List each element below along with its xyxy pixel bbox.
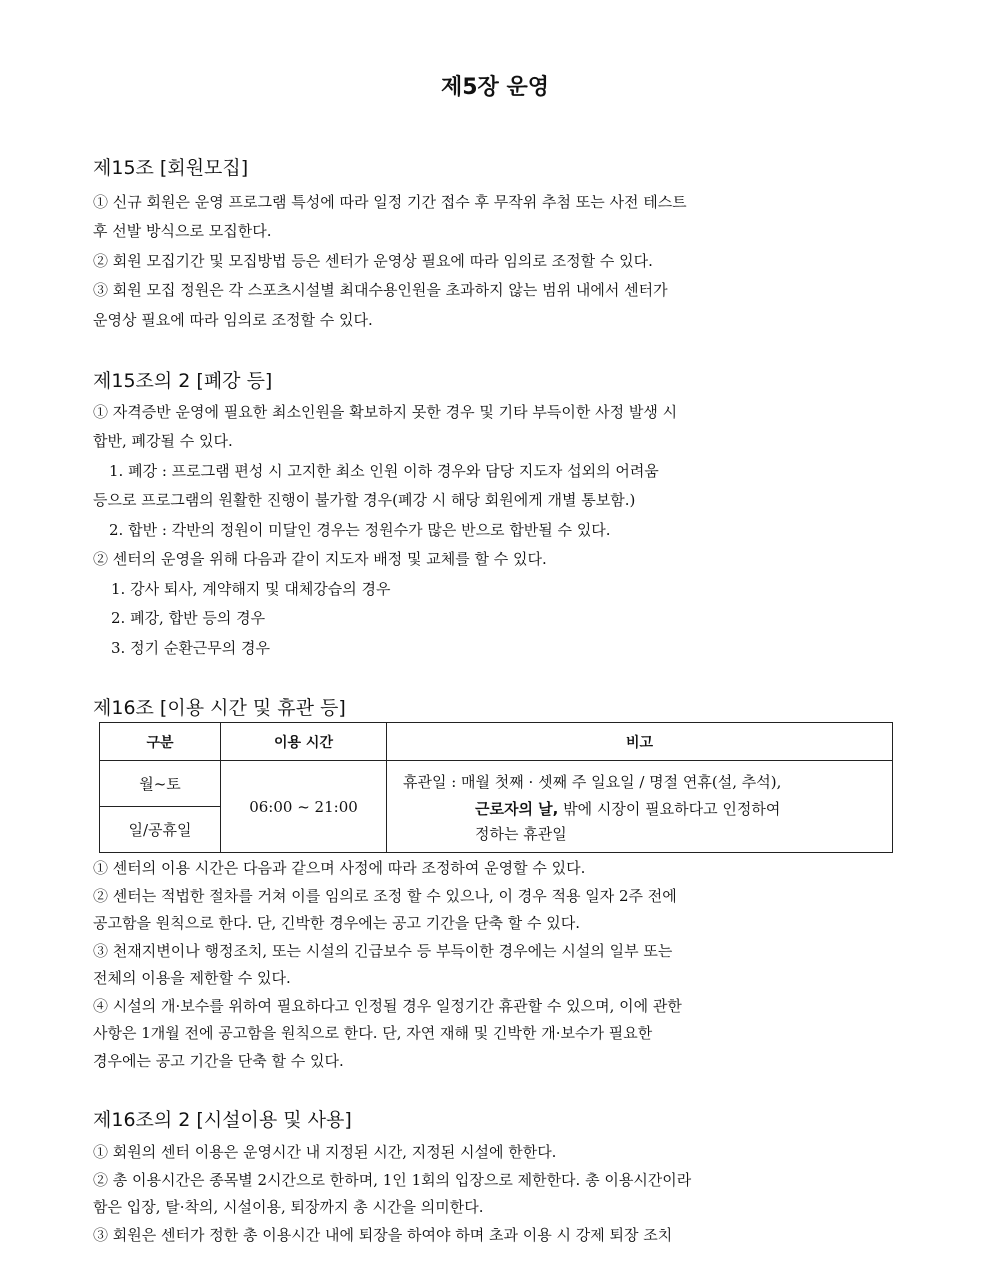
article-15-line: ③ 회원 모집 정원은 각 스포츠시설별 최대수용인원을 초과하지 않는 범위 내에서 센터가 bbox=[93, 281, 668, 299]
article-16-line: 공고함을 원칙으로 한다. 단, 긴박한 경우에는 공고 기간을 단축 할 수 있다. bbox=[93, 914, 580, 932]
article-15-2-line: ② 센터의 운영을 위해 다음과 같이 지도자 배정 및 교체를 할 수 있다. bbox=[93, 550, 547, 568]
table-row bbox=[100, 761, 893, 807]
article-15-2-line: 2. 합반 : 각반의 정원이 미달인 경우는 정원수가 많은 반으로 합반될 수 있다. bbox=[109, 521, 611, 539]
article-15-2-line: 1. 강사 퇴사, 계약해지 및 대체강습의 경우 bbox=[111, 580, 391, 598]
article-16-2-line: ② 총 이용시간은 종목별 2시간으로 한하며, 1인 1회의 입장으로 제한한다. 총 이용시간이라 bbox=[93, 1171, 692, 1189]
article-16-line: 경우에는 공고 기간을 단축 할 수 있다. bbox=[93, 1052, 344, 1070]
article-15-2-line: 1. 폐강 : 프로그램 편성 시 고지한 최소 인원 이하 경우와 담당 지도자 섭외의 어려움 bbox=[109, 462, 659, 480]
remarks-line-2 bbox=[403, 796, 892, 823]
article-16-2-line: 함은 입장, 탈·착의, 시설이용, 퇴장까지 총 시간을 의미한다. bbox=[93, 1198, 484, 1216]
article-15-2-heading: 제15조의 2 [폐강 등] bbox=[93, 370, 273, 392]
article-16-2-line: ③ 회원은 센터가 정한 총 이용시간 내에 퇴장을 하여야 하며 초과 이용 시 강제 퇴장 조치 bbox=[93, 1226, 673, 1244]
article-16-line: ② 센터는 적법한 절차를 거쳐 이를 임의로 조정 할 수 있으나, 이 경우 적용 일자 2주 전에 bbox=[93, 887, 677, 905]
article-15-line: ② 회원 모집기간 및 모집방법 등은 센터가 운영상 필요에 따라 임의로 조정할 수 있다. bbox=[93, 252, 653, 270]
article-15-heading: 제15조 [회원모집] bbox=[93, 157, 249, 179]
table-header-remarks: 비고 bbox=[387, 723, 893, 761]
article-15-2-line: 합반, 폐강될 수 있다. bbox=[93, 432, 233, 450]
article-15-2-line: ① 자격증반 운영에 필요한 최소인원을 확보하지 못한 경우 및 기타 부득이한 사정 발생 시 bbox=[93, 403, 678, 421]
operating-hours-table bbox=[99, 722, 893, 853]
article-15-2-line: 등으로 프로그램의 원활한 진행이 불가할 경우(폐강 시 해당 회원에게 개별 통보함.) bbox=[93, 491, 636, 509]
table-cell-weekdays: 월~토 bbox=[100, 761, 221, 807]
article-16-line: 사항은 1개월 전에 공고함을 원칙으로 한다. 단, 자연 재해 및 긴박한 개·보수가 필요한 bbox=[93, 1024, 653, 1042]
chapter-title: 제5장 운영 bbox=[441, 75, 549, 100]
remarks-bold-text: 근로자의 날, bbox=[475, 800, 559, 818]
article-16-line: ① 센터의 이용 시간은 다음과 같으며 사정에 따라 조정하여 운영할 수 있다. bbox=[93, 859, 586, 877]
table-cell-holidays: 일/공휴일 bbox=[100, 807, 221, 853]
article-16-2-line: ① 회원의 센터 이용은 운영시간 내 지정된 시간, 지정된 시설에 한한다. bbox=[93, 1143, 557, 1161]
table-header-hours: 이용 시간 bbox=[221, 723, 387, 761]
article-16-line: ④ 시설의 개·보수를 위하여 필요하다고 인정될 경우 일정기간 휴관할 수 있으며, 이에 관한 bbox=[93, 997, 682, 1015]
article-15-2-line: 2. 폐강, 합반 등의 경우 bbox=[111, 609, 266, 627]
article-15-line: ① 신규 회원은 운영 프로그램 특성에 따라 일정 기간 접수 후 무작위 추첨 또는 사전 테스트 bbox=[93, 193, 687, 211]
table-cell-remarks bbox=[387, 761, 893, 853]
article-16-line: 전체의 이용을 제한할 수 있다. bbox=[93, 969, 291, 987]
remarks-line-1: 휴관일 : 매월 첫째 · 셋째 주 일요일 / 명절 연휴(설, 추석), bbox=[403, 773, 782, 791]
article-16-heading: 제16조 [이용 시간 및 휴관 등] bbox=[93, 697, 346, 719]
remarks-line-3: 정하는 휴관일 bbox=[475, 825, 567, 843]
article-16-2-heading: 제16조의 2 [시설이용 및 사용] bbox=[93, 1109, 352, 1131]
article-15-line: 후 선발 방식으로 모집한다. bbox=[93, 222, 272, 240]
table-header-category: 구분 bbox=[100, 723, 221, 761]
article-16-line: ③ 천재지변이나 행정조치, 또는 시설의 긴급보수 등 부득이한 경우에는 시설의 일부 또는 bbox=[93, 942, 673, 960]
table-cell-hours: 06:00 ~ 21:00 bbox=[221, 761, 387, 853]
article-15-2-line: 3. 정기 순환근무의 경우 bbox=[111, 639, 271, 657]
remarks-line-2-text: 밖에 시장이 필요하다고 인정하여 bbox=[558, 800, 781, 818]
article-15-line: 운영상 필요에 따라 임의로 조정할 수 있다. bbox=[93, 311, 373, 329]
table-header-row bbox=[100, 723, 893, 761]
